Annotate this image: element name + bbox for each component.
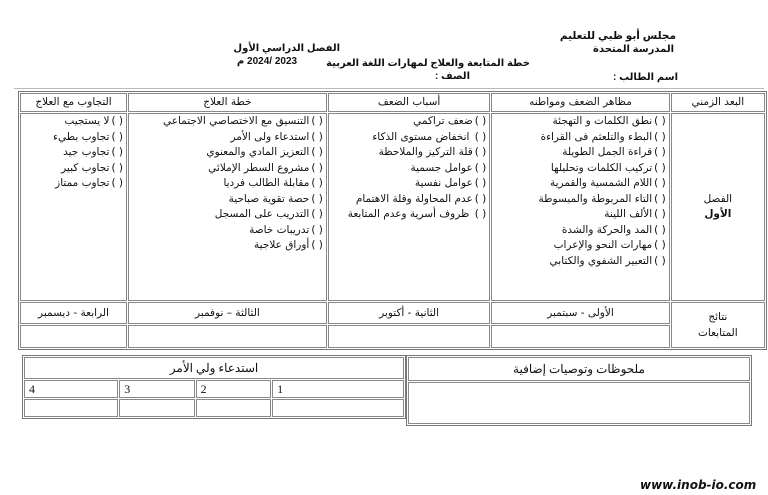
cause-item xyxy=(332,114,486,130)
guardian-entry-4[interactable] xyxy=(24,399,118,417)
cause-label: قلة التركيز والملاحظة xyxy=(378,146,473,158)
symptom-item xyxy=(495,161,665,177)
follow-up-entry-4[interactable] xyxy=(20,325,127,348)
header-response: التجاوب مع العلاج xyxy=(20,93,127,112)
symptom-label: قراءة الجمل الطويلة xyxy=(562,146,653,158)
header-plan: خطة العلاج xyxy=(128,93,327,112)
response-cell xyxy=(20,113,127,301)
response-item xyxy=(24,176,123,192)
header-divider xyxy=(14,88,764,89)
causes-cell xyxy=(328,113,490,301)
cause-label: عوامل جسمية xyxy=(410,161,473,174)
symptoms-cell xyxy=(491,113,669,301)
symptom-label: التعبير الشفوي والكتابي xyxy=(549,254,653,267)
checkbox[interactable]: ( ) xyxy=(654,223,666,236)
notes-entry[interactable] xyxy=(408,382,750,424)
cause-label: عوامل نفسية xyxy=(414,177,473,189)
follow-up-label-line1: نتائج xyxy=(708,311,728,323)
guardian-entry-1[interactable] xyxy=(272,399,404,417)
checkbox[interactable]: ( ) xyxy=(474,177,487,189)
table-header-row xyxy=(20,93,765,112)
checkbox[interactable]: ( ) xyxy=(654,208,666,220)
guardian-number-2: 2 xyxy=(196,380,271,398)
plan-label: التنسيق مع الاختصاصي الاجتماعي xyxy=(162,115,310,127)
guardian-header-row xyxy=(24,357,404,379)
checkbox[interactable]: ( ) xyxy=(654,130,666,143)
checkbox[interactable]: ( ) xyxy=(311,161,323,174)
checkbox[interactable]: ( ) xyxy=(654,254,666,267)
follow-up-entry-1[interactable] xyxy=(491,325,669,348)
notes-table xyxy=(406,355,752,426)
checkbox[interactable]: ( ) xyxy=(474,130,487,143)
follow-up-month-3: الثالثة – نوفمبر xyxy=(128,302,327,324)
symptom-item xyxy=(495,223,665,239)
notes-body-row xyxy=(408,382,750,424)
plan-label: مشروع السطر الإملائي xyxy=(208,161,310,174)
checkbox[interactable]: ( ) xyxy=(111,115,123,127)
cause-item xyxy=(332,161,486,177)
notes-title: ملحوظات وتوصيات إضافية xyxy=(408,357,750,381)
guardian-summons-table xyxy=(22,355,406,419)
cause-item xyxy=(332,176,486,192)
cause-label: انخفاض مستوى الذكاء xyxy=(372,130,473,143)
response-label: تجاوب كبير xyxy=(61,161,110,174)
plan-cell xyxy=(128,113,327,301)
symptom-item xyxy=(495,130,665,146)
page-title: خطة المتابعة والعلاج لمهارات اللغة العربية xyxy=(326,58,530,69)
checkbox[interactable]: ( ) xyxy=(111,177,123,189)
guardian-entry-row xyxy=(24,399,404,417)
watermark: www.inob-io.com xyxy=(640,478,757,492)
cause-label: عدم المحاولة وقلة الاهتمام xyxy=(355,192,473,205)
checkbox[interactable]: ( ) xyxy=(111,161,123,174)
checkbox[interactable]: ( ) xyxy=(111,146,123,158)
follow-up-label-line2: المتابعات xyxy=(698,327,738,339)
guardian-number-row xyxy=(24,380,404,398)
symptom-label: الألف اللينة xyxy=(604,208,653,220)
checkbox[interactable]: ( ) xyxy=(311,146,323,158)
plan-item xyxy=(132,207,323,223)
symptom-label: نطق الكلمات و التهجئة xyxy=(552,115,653,127)
checkbox[interactable]: ( ) xyxy=(654,192,666,205)
follow-up-header-row xyxy=(20,302,765,324)
checkbox[interactable]: ( ) xyxy=(311,208,323,220)
symptom-label: المد والحركة والشدة xyxy=(561,223,653,236)
symptom-item xyxy=(495,176,665,192)
guardian-title: استدعاء ولي الأمر xyxy=(24,357,404,379)
checkbox[interactable]: ( ) xyxy=(474,208,487,220)
follow-up-entry-3[interactable] xyxy=(128,325,327,348)
header-time: البعد الزمني xyxy=(671,93,765,112)
plan-item xyxy=(132,145,323,161)
guardian-entry-3[interactable] xyxy=(119,399,194,417)
response-label: تجاوب ممتاز xyxy=(55,177,110,189)
plan-item xyxy=(132,192,323,208)
symptom-label: البطء والتلعثم فى القراءة xyxy=(540,130,653,143)
plan-label: استدعاء ولى الأمر xyxy=(230,130,310,143)
response-item xyxy=(24,130,123,146)
plan-label: أوراق علاجية xyxy=(254,239,310,251)
follow-up-results-label xyxy=(671,302,765,348)
plan-item xyxy=(132,114,323,130)
student-name-label: اسم الطالب : xyxy=(612,72,678,83)
plan-label: التدريب على المسجل xyxy=(214,208,310,220)
checkbox[interactable]: ( ) xyxy=(654,239,666,251)
checkbox[interactable]: ( ) xyxy=(311,115,323,127)
notes-header-row xyxy=(408,357,750,381)
guardian-number-3: 3 xyxy=(119,380,194,398)
cause-item xyxy=(332,207,486,223)
school-name: المدرسة المتحدة xyxy=(593,44,674,55)
symptom-label: تركيب الكلمات وتحليلها xyxy=(550,161,653,174)
follow-up-entry-row xyxy=(20,325,765,348)
time-period-line1: الفصل xyxy=(703,193,733,205)
checkbox[interactable]: ( ) xyxy=(474,161,487,174)
checkbox[interactable]: ( ) xyxy=(311,130,323,143)
symptom-item xyxy=(495,207,665,223)
time-period-cell xyxy=(671,113,765,301)
follow-up-entry-2[interactable] xyxy=(328,325,490,348)
plan-label: التعزيز المادي والمعنوي xyxy=(206,146,310,158)
plan-item xyxy=(132,238,323,254)
response-label: تجاوب جيد xyxy=(63,146,110,158)
follow-up-month-4: الرابعة - ديسمبر xyxy=(20,302,127,324)
time-period-line2: الأول xyxy=(704,208,732,220)
plan-item xyxy=(132,130,323,146)
symptom-label: اللام الشمسية والقمرية xyxy=(549,177,653,189)
checkbox[interactable]: ( ) xyxy=(474,115,487,127)
follow-up-plan-table xyxy=(18,91,767,350)
symptom-label: مهارات النحو والإعراب xyxy=(553,239,653,251)
plan-label: مقابلة الطالب فرديا xyxy=(223,177,310,189)
cause-item xyxy=(332,192,486,208)
table-body-row xyxy=(20,113,765,301)
academic-year: 2023 /2024 م xyxy=(236,56,298,67)
checkbox[interactable]: ( ) xyxy=(474,192,487,205)
guardian-entry-2[interactable] xyxy=(196,399,271,417)
checkbox[interactable]: ( ) xyxy=(654,161,666,174)
response-item xyxy=(24,114,123,130)
plan-item xyxy=(132,161,323,177)
plan-label: تدريبات خاصة xyxy=(249,223,310,236)
follow-up-month-2: الثانية - أكتوبر xyxy=(328,302,490,324)
header-symptoms: مظاهر الضعف ومواطنه xyxy=(491,93,669,112)
organization-name: مجلس أبو ظبي للتعليم xyxy=(559,30,676,42)
checkbox[interactable]: ( ) xyxy=(111,130,123,143)
header-causes: أسباب الضعف xyxy=(328,93,490,112)
cause-label: ظروف أسرية وعدم المتابعة xyxy=(347,208,473,220)
checkbox[interactable]: ( ) xyxy=(311,239,323,251)
checkbox[interactable]: ( ) xyxy=(654,177,666,189)
plan-item xyxy=(132,176,323,192)
response-label: تجاوب بطيء xyxy=(53,130,110,143)
cause-label: ضعف تراكمي xyxy=(413,115,473,127)
checkbox[interactable]: ( ) xyxy=(311,223,323,236)
checkbox[interactable]: ( ) xyxy=(311,192,323,205)
symptom-label: التاء المربوطة والمبسوطة xyxy=(538,192,653,205)
guardian-number-1: 1 xyxy=(272,380,404,398)
symptom-item xyxy=(495,238,665,254)
response-item xyxy=(24,161,123,177)
follow-up-month-1: الأولى - سبتمبر xyxy=(491,302,669,324)
checkbox[interactable]: ( ) xyxy=(474,146,487,158)
symptom-item xyxy=(495,114,665,130)
response-item xyxy=(24,145,123,161)
checkbox[interactable]: ( ) xyxy=(311,177,323,189)
symptom-item xyxy=(495,254,665,270)
cause-item xyxy=(332,145,486,161)
cause-item xyxy=(332,130,486,146)
checkbox[interactable]: ( ) xyxy=(654,115,666,127)
response-label: لا يستجيب xyxy=(64,115,110,127)
guardian-number-4: 4 xyxy=(24,380,118,398)
plan-label: حصة تقوية صباحية xyxy=(228,192,310,205)
class-field-label: الصف : xyxy=(434,71,470,82)
checkbox[interactable]: ( ) xyxy=(654,146,666,158)
term-label: الفصل الدراسي الأول xyxy=(233,43,340,54)
symptom-item xyxy=(495,192,665,208)
plan-item xyxy=(132,223,323,239)
symptom-item xyxy=(495,145,665,161)
